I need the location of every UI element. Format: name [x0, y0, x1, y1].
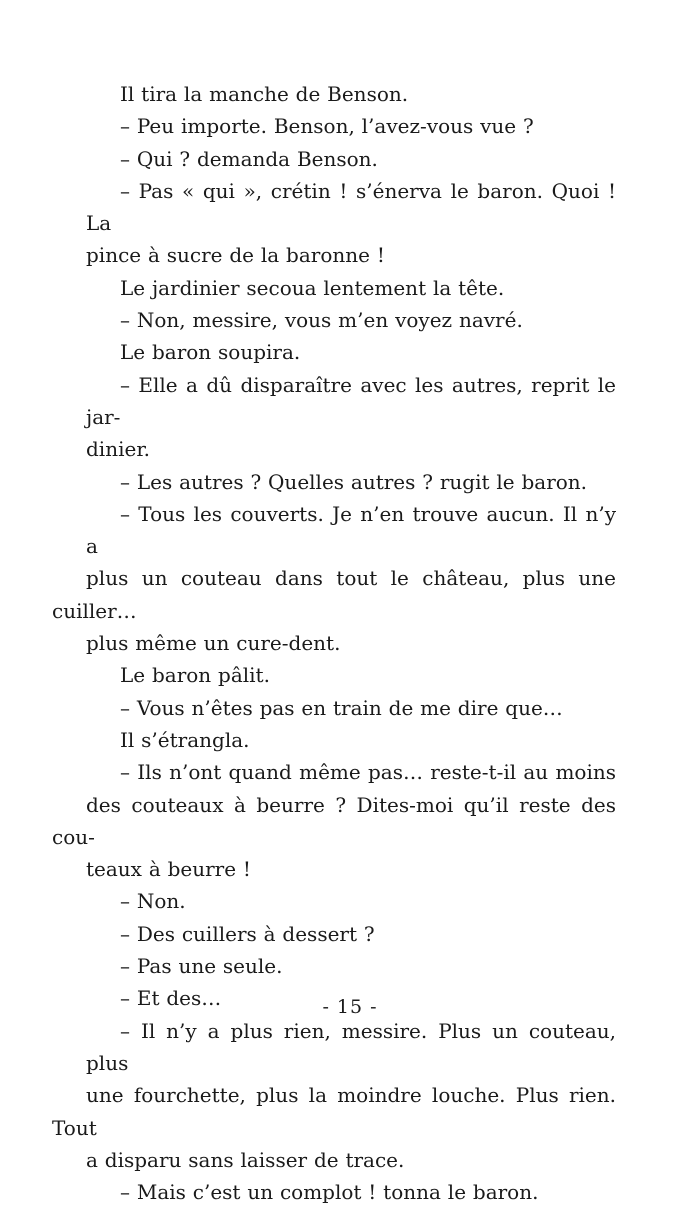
text-line: pince à sucre de la baronne !	[86, 243, 385, 268]
text-line: plus même un cure-dent.	[86, 631, 341, 656]
text-line: – Pas « qui », crétin ! s’énerva le baron. Quoi ! La	[86, 178, 616, 236]
text-line: – Elle a dû disparaître avec les autres, reprit le jar-	[86, 372, 616, 429]
text-line: – Qui ? demanda Benson.	[120, 146, 378, 171]
text-line: Il tira la manche de Benson.	[120, 82, 409, 106]
paragraph	[86, 336, 616, 368]
text-line: – Vous n’êtes pas en train de me dire que…	[120, 695, 563, 720]
paragraph	[52, 756, 616, 885]
paragraph	[52, 498, 616, 659]
text-line: dinier.	[86, 437, 151, 462]
paragraph	[86, 692, 616, 724]
paragraph	[52, 1015, 616, 1176]
paragraph	[86, 724, 616, 756]
paragraph	[86, 369, 616, 466]
page-number: - 15 -	[322, 996, 378, 1018]
paragraph	[86, 466, 616, 498]
text-line: – Et des…	[120, 986, 222, 1011]
text-line: – Mais c’est un complot ! tonna le baron.	[120, 1180, 539, 1205]
paragraph	[86, 143, 616, 175]
paragraph	[86, 659, 616, 691]
text-line: – Peu importe. Benson, l’avez-vous vue ?	[120, 114, 534, 139]
text-line: – Tous les couverts. Je n’en trouve aucun. Il n’y a	[86, 501, 616, 559]
text-line: – Non, messire, vous m’en voyez navré.	[120, 308, 523, 333]
paragraph	[86, 1176, 616, 1208]
text-line: – Pas une seule.	[120, 954, 283, 979]
text-line: – Des cuillers à dessert ?	[120, 921, 375, 946]
text-line: plus un couteau dans tout le château, plus une cuiller…	[52, 566, 616, 623]
page-body	[52, 78, 616, 1208]
text-line: – Il n’y a plus rien, messire. Plus un couteau, plus	[86, 1018, 616, 1075]
text-line: une fourchette, plus la moindre louche. Plus rien. Tout	[52, 1083, 616, 1140]
text-line: – Non.	[120, 889, 186, 914]
paragraph	[86, 885, 616, 917]
paragraph	[86, 918, 616, 950]
text-line: Le baron soupira.	[120, 340, 301, 365]
text-line: Il s’étrangla.	[120, 727, 250, 752]
text-line: – Ils n’ont quand même pas… reste-t-il au moins	[120, 760, 616, 785]
paragraph	[86, 272, 616, 304]
text-line: Le baron pâlit.	[120, 663, 270, 688]
paragraph	[86, 110, 616, 142]
paragraph	[86, 304, 616, 336]
text-line: des couteaux à beurre ? Dites-moi qu’il reste des cou-	[52, 792, 616, 849]
text-line: teaux à beurre !	[86, 857, 251, 882]
paragraph	[86, 175, 616, 272]
text-line: a disparu sans laisser de trace.	[86, 1147, 405, 1172]
text-line: – Les autres ? Quelles autres ? rugit le baron.	[120, 469, 588, 494]
paragraph	[86, 78, 616, 110]
paragraph	[86, 950, 616, 982]
text-line: Le jardinier secoua lentement la tête.	[120, 275, 505, 300]
